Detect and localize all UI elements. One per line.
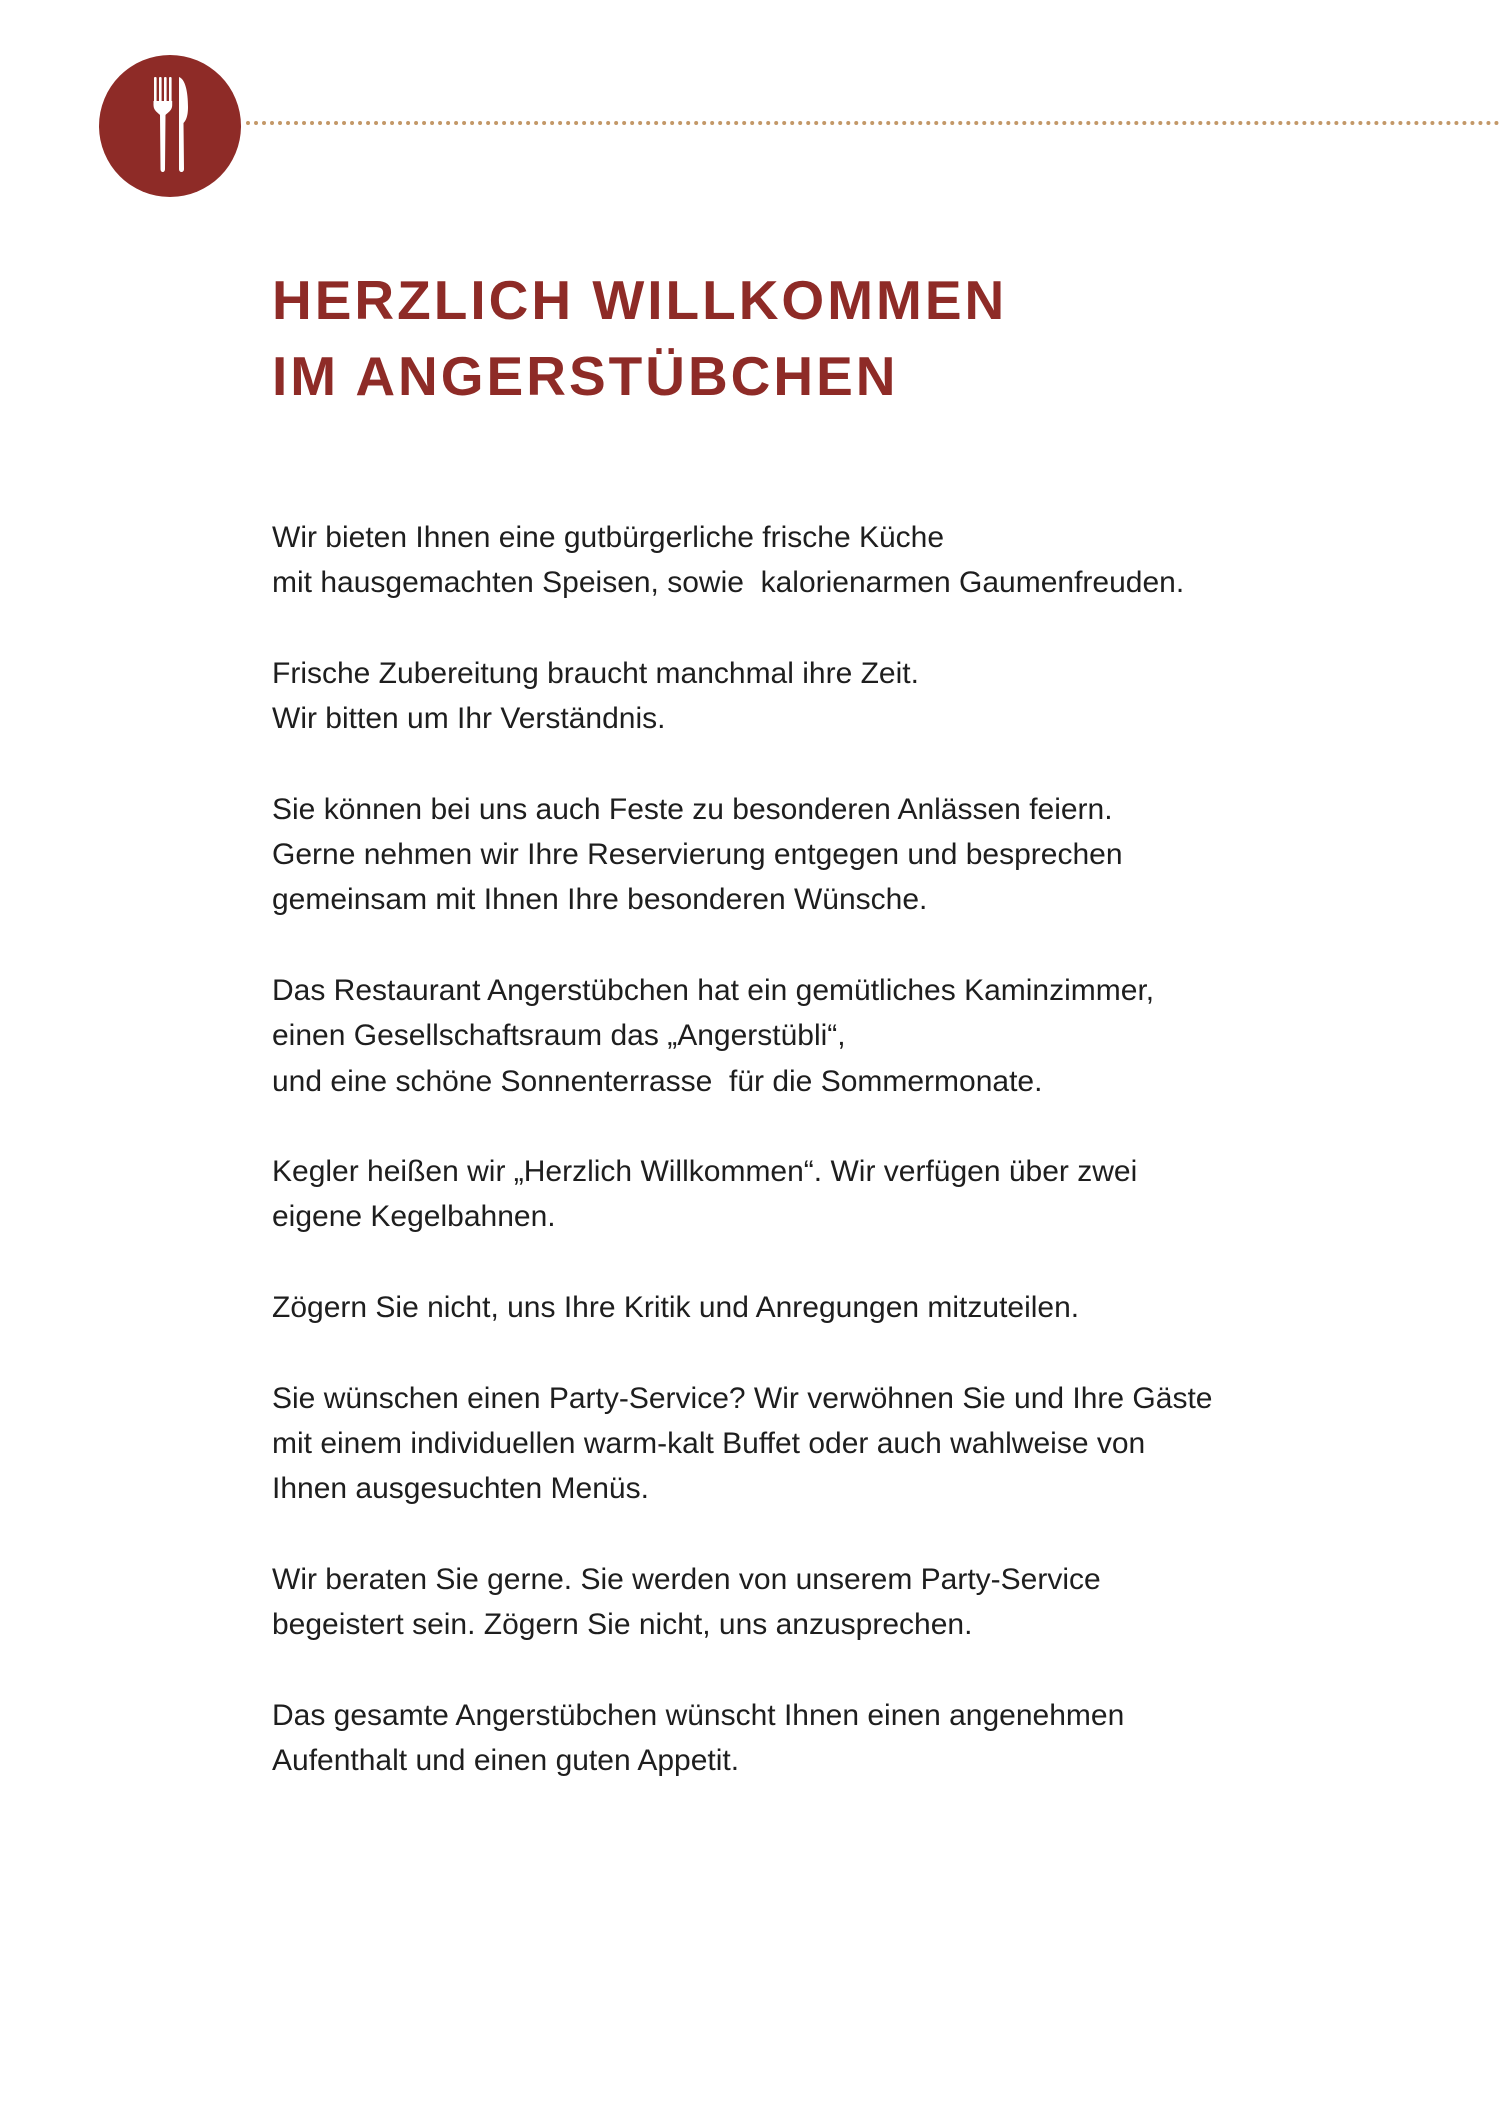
paragraph-line: Wir bieten Ihnen eine gutbürgerliche frische Küche: [272, 521, 945, 554]
paragraph: [272, 1557, 1272, 1648]
paragraph-line: Aufenthalt und einen guten Appetit.: [272, 1744, 740, 1778]
fork-and-knife-icon: [99, 55, 241, 197]
paragraph-line: mit hausgemachten Speisen, sowie kalorienarmen Gaumenfreuden.: [272, 566, 1185, 600]
paragraph-line: und eine schöne Sonnenterrasse für die Sommermonate.: [272, 1064, 1043, 1098]
title-line-1: HERZLICH WILLKOMMEN: [272, 269, 1008, 331]
paragraph-line: Frische Zubereitung braucht manchmal ihre Zeit.: [272, 656, 919, 690]
paragraph-line: Sie wünschen einen Party-Service? Wir verwöhnen Sie und Ihre Gäste: [272, 1381, 1213, 1415]
paragraph-line: Sie können bei uns auch Feste zu besonderen Anlässen feiern.: [272, 792, 1113, 826]
paragraph-line: Zögern Sie nicht, uns Ihre Kritik und Anregungen mitzuteilen.: [272, 1291, 1080, 1325]
paragraph-line: mit einem individuellen warm-kalt Buffet oder auch wahlweise von: [272, 1426, 1146, 1460]
paragraph-line: gemeinsam mit Ihnen Ihre besonderen Wünsche.: [272, 883, 928, 917]
paragraph-line: Kegler heißen wir „Herzlich Willkommen“. Wir verfügen über zwei: [272, 1155, 1138, 1189]
header-dotted-rule: [246, 121, 1500, 125]
page-title: [272, 262, 1272, 414]
paragraph-line: begeistert sein. Zögern Sie nicht, uns anzusprechen.: [272, 1608, 973, 1642]
paragraph-line: eigene Kegelbahnen.: [272, 1200, 556, 1234]
paragraph-line: einen Gesellschaftsraum das „Angerstübli“,: [272, 1019, 846, 1053]
restaurant-logo-badge: [99, 55, 241, 197]
paragraph: [272, 1376, 1272, 1512]
paragraph-line: Wir beraten Sie gerne. Sie werden von unserem Party-Service: [272, 1562, 1101, 1596]
title-line-2: IM ANGERSTÜBCHEN: [272, 345, 899, 407]
paragraph: [272, 651, 1272, 742]
paragraph-line: Das Restaurant Angerstübchen hat ein gemütliches Kaminzimmer,: [272, 973, 1155, 1007]
paragraph: [272, 1693, 1272, 1784]
paragraph-line: Ihnen ausgesuchten Menüs.: [272, 1472, 649, 1506]
paragraph-line: Gerne nehmen wir Ihre Reservierung entgegen und besprechen: [272, 838, 1123, 872]
paragraph: [272, 515, 1272, 606]
welcome-text-body: [272, 515, 1272, 1829]
paragraph-line: Das gesamte Angerstübchen wünscht Ihnen einen angenehmen: [272, 1698, 1125, 1732]
paragraph: [272, 787, 1272, 923]
paragraph: [272, 1149, 1272, 1240]
paragraph: [272, 1285, 1272, 1330]
paragraph-line: Wir bitten um Ihr Verständnis.: [272, 702, 666, 736]
paragraph: [272, 968, 1272, 1104]
